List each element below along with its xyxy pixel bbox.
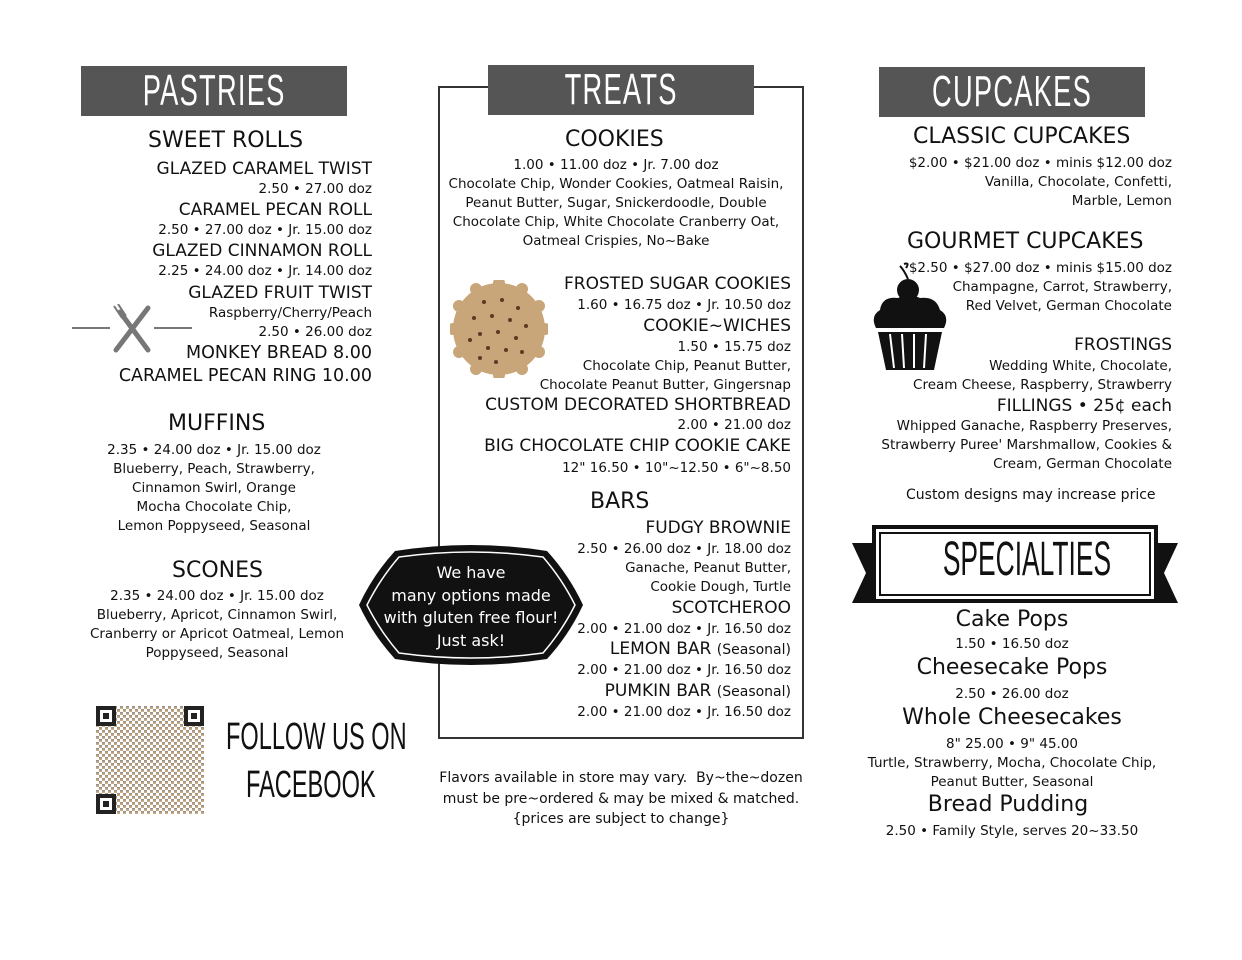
- lemon-bar-name: LEMON BAR: [609, 639, 712, 659]
- muffins-flavors: Blueberry, Peach, Strawberry, Cinnamon Swirl, Orange Mocha Chocolate Chip, Lemon Poppyseed, Seasonal: [113, 461, 315, 534]
- cookiewiches-name: COOKIE~WICHES: [643, 316, 791, 336]
- cake-pops-name: Cake Pops: [955, 607, 1069, 632]
- cookies-price: 1.00 • 11.00 doz • Jr. 7.00 doz: [513, 157, 719, 173]
- frostings-title: FROSTINGS: [1074, 335, 1172, 355]
- classic-cupcakes-flavors: Vanilla, Chocolate, Confetti, Marble, Lemon: [984, 174, 1172, 209]
- scones-flavors: Blueberry, Apricot, Cinnamon Swirl, Cranberry or Apricot Oatmeal, Lemon Poppyseed, Seasonal: [89, 607, 345, 661]
- cheesecake-pops-name: Cheesecake Pops: [916, 655, 1108, 680]
- muffins-price: 2.35 • 24.00 doz • Jr. 15.00 doz: [107, 442, 321, 458]
- treats-banner: TREATS: [488, 65, 754, 115]
- cupcakes-banner: CUPCAKES: [879, 67, 1145, 117]
- cake-pops-price: 1.50 • 16.50 doz: [955, 636, 1069, 652]
- gourmet-cupcakes-price: $2.50 • $27.00 doz • minis $15.00 doz: [908, 260, 1172, 276]
- fork-knife-icon: [72, 304, 192, 354]
- cookies-title: COOKIES: [565, 127, 664, 152]
- scotcheroo-name: SCOTCHEROO: [671, 598, 791, 618]
- glazed-caramel-twist-name: GLAZED CARAMEL TWIST: [156, 159, 372, 179]
- follow-us-line2: FACEBOOK: [246, 764, 376, 806]
- muffins-title: MUFFINS: [168, 411, 266, 436]
- specialties-banner: SPECIALTIES: [942, 533, 1112, 586]
- classic-cupcakes-title: CLASSIC CUPCAKES: [913, 124, 1131, 149]
- glazed-caramel-twist-price: 2.50 • 27.00 doz: [258, 181, 372, 197]
- fudgy-brownie-price: 2.50 • 26.00 doz • Jr. 18.00 doz: [577, 541, 791, 557]
- caramel-pecan-ring: CARAMEL PECAN RING 10.00: [118, 366, 372, 386]
- lemon-bar-price: 2.00 • 21.00 doz • Jr. 16.50 doz: [577, 662, 791, 678]
- scotcheroo-price: 2.00 • 21.00 doz • Jr. 16.50 doz: [577, 621, 791, 637]
- cookie-icon: [450, 280, 548, 378]
- frosted-sugar-cookies-name: FROSTED SUGAR COOKIES: [564, 274, 791, 294]
- whole-cheesecakes-flavors: Turtle, Strawberry, Mocha, Chocolate Chip, Peanut Butter, Seasonal: [867, 755, 1157, 790]
- fudgy-brownie-name: FUDGY BROWNIE: [645, 518, 791, 538]
- gluten-free-badge-text: We have many options made with gluten free flour! Just ask!: [383, 563, 559, 650]
- scones-title: SCONES: [172, 558, 263, 583]
- pastries-banner: PASTRIES: [81, 66, 347, 116]
- treats-footnote: Flavors available in store may vary. By~the~dozen must be pre~ordered & may be mixed & matched. {prices are subject to change}: [439, 770, 803, 827]
- classic-cupcakes-price: $2.00 • $21.00 doz • minis $12.00 doz: [908, 155, 1172, 171]
- pumkin-bar-line: [605, 681, 791, 701]
- monkey-bread: MONKEY BREAD 8.00: [186, 343, 372, 363]
- follow-us-line1: FOLLOW US ON: [226, 716, 407, 758]
- frosted-sugar-cookies-price: 1.60 • 16.75 doz • Jr. 10.50 doz: [577, 297, 791, 313]
- bread-pudding-name: Bread Pudding: [927, 792, 1089, 817]
- cookiewiches-flavors: Chocolate Chip, Peanut Butter, Chocolate Peanut Butter, Gingersnap: [539, 358, 791, 393]
- cookies-flavors: Chocolate Chip, Wonder Cookies, Oatmeal Raisin, Peanut Butter, Sugar, Snickerdoodle, Double Chocolate Chip, White Chocolate Cranberry Oat, Oatmeal Crispies, No~Bake: [448, 176, 784, 249]
- fillings-title: FILLINGS • 25¢ each: [996, 396, 1172, 416]
- bars-title: BARS: [590, 489, 650, 514]
- caramel-pecan-roll-name: CARAMEL PECAN ROLL: [178, 200, 372, 220]
- glazed-fruit-twist-name: GLAZED FRUIT TWIST: [188, 283, 372, 303]
- sweet-rolls-title: SWEET ROLLS: [148, 128, 304, 153]
- pumkin-bar-price: 2.00 • 21.00 doz • Jr. 16.50 doz: [577, 704, 791, 720]
- pumkin-bar-name: PUMKIN BAR: [604, 681, 712, 701]
- custom-designs-note: Custom designs may increase price: [906, 487, 1156, 503]
- glazed-cinnamon-roll-price: 2.25 • 24.00 doz • Jr. 14.00 doz: [158, 263, 372, 279]
- whole-cheesecakes-price: 8" 25.00 • 9" 45.00: [945, 736, 1079, 752]
- frostings-flavors: Wedding White, Chocolate, Cream Cheese, Raspberry, Strawberry: [913, 358, 1172, 393]
- qr-code-icon: [96, 706, 204, 814]
- cookie-cake-name: BIG CHOCOLATE CHIP COOKIE CAKE: [484, 436, 791, 456]
- custom-shortbread-name: CUSTOM DECORATED SHORTBREAD: [485, 395, 791, 415]
- scones-price: 2.35 • 24.00 doz • Jr. 15.00 doz: [110, 588, 324, 604]
- whole-cheesecakes-name: Whole Cheesecakes: [902, 705, 1122, 730]
- bread-pudding-price: 2.50 • Family Style, serves 20~33.50: [885, 823, 1139, 839]
- glazed-cinnamon-roll-name: GLAZED CINNAMON ROLL: [152, 241, 372, 261]
- cookie-cake-price: 12" 16.50 • 10"~12.50 • 6"~8.50: [562, 460, 791, 476]
- fudgy-brownie-flavors: Ganache, Peanut Butter, Cookie Dough, Turtle: [625, 560, 791, 595]
- fillings-flavors: Whipped Ganache, Raspberry Preserves, Strawberry Puree' Marshmallow, Cookies & Cream, German Chocolate: [881, 418, 1172, 472]
- pumkin-bar-tag: (Seasonal): [716, 684, 791, 700]
- glazed-fruit-twist-price: 2.50 • 26.00 doz: [258, 324, 372, 340]
- cheesecake-pops-price: 2.50 • 26.00 doz: [955, 686, 1069, 702]
- custom-shortbread-price: 2.00 • 21.00 doz: [677, 417, 791, 433]
- lemon-bar-line: [610, 639, 791, 659]
- glazed-fruit-twist-flavors: Raspberry/Cherry/Peach: [208, 305, 372, 321]
- caramel-pecan-roll-price: 2.50 • 27.00 doz • Jr. 15.00 doz: [158, 222, 372, 238]
- lemon-bar-tag: (Seasonal): [716, 642, 791, 658]
- cookiewiches-price: 1.50 • 15.75 doz: [677, 339, 791, 355]
- gourmet-cupcakes-flavors: Champagne, Carrot, Strawberry, Red Velvet, German Chocolate: [952, 279, 1172, 314]
- gourmet-cupcakes-title: GOURMET CUPCAKES: [907, 229, 1144, 254]
